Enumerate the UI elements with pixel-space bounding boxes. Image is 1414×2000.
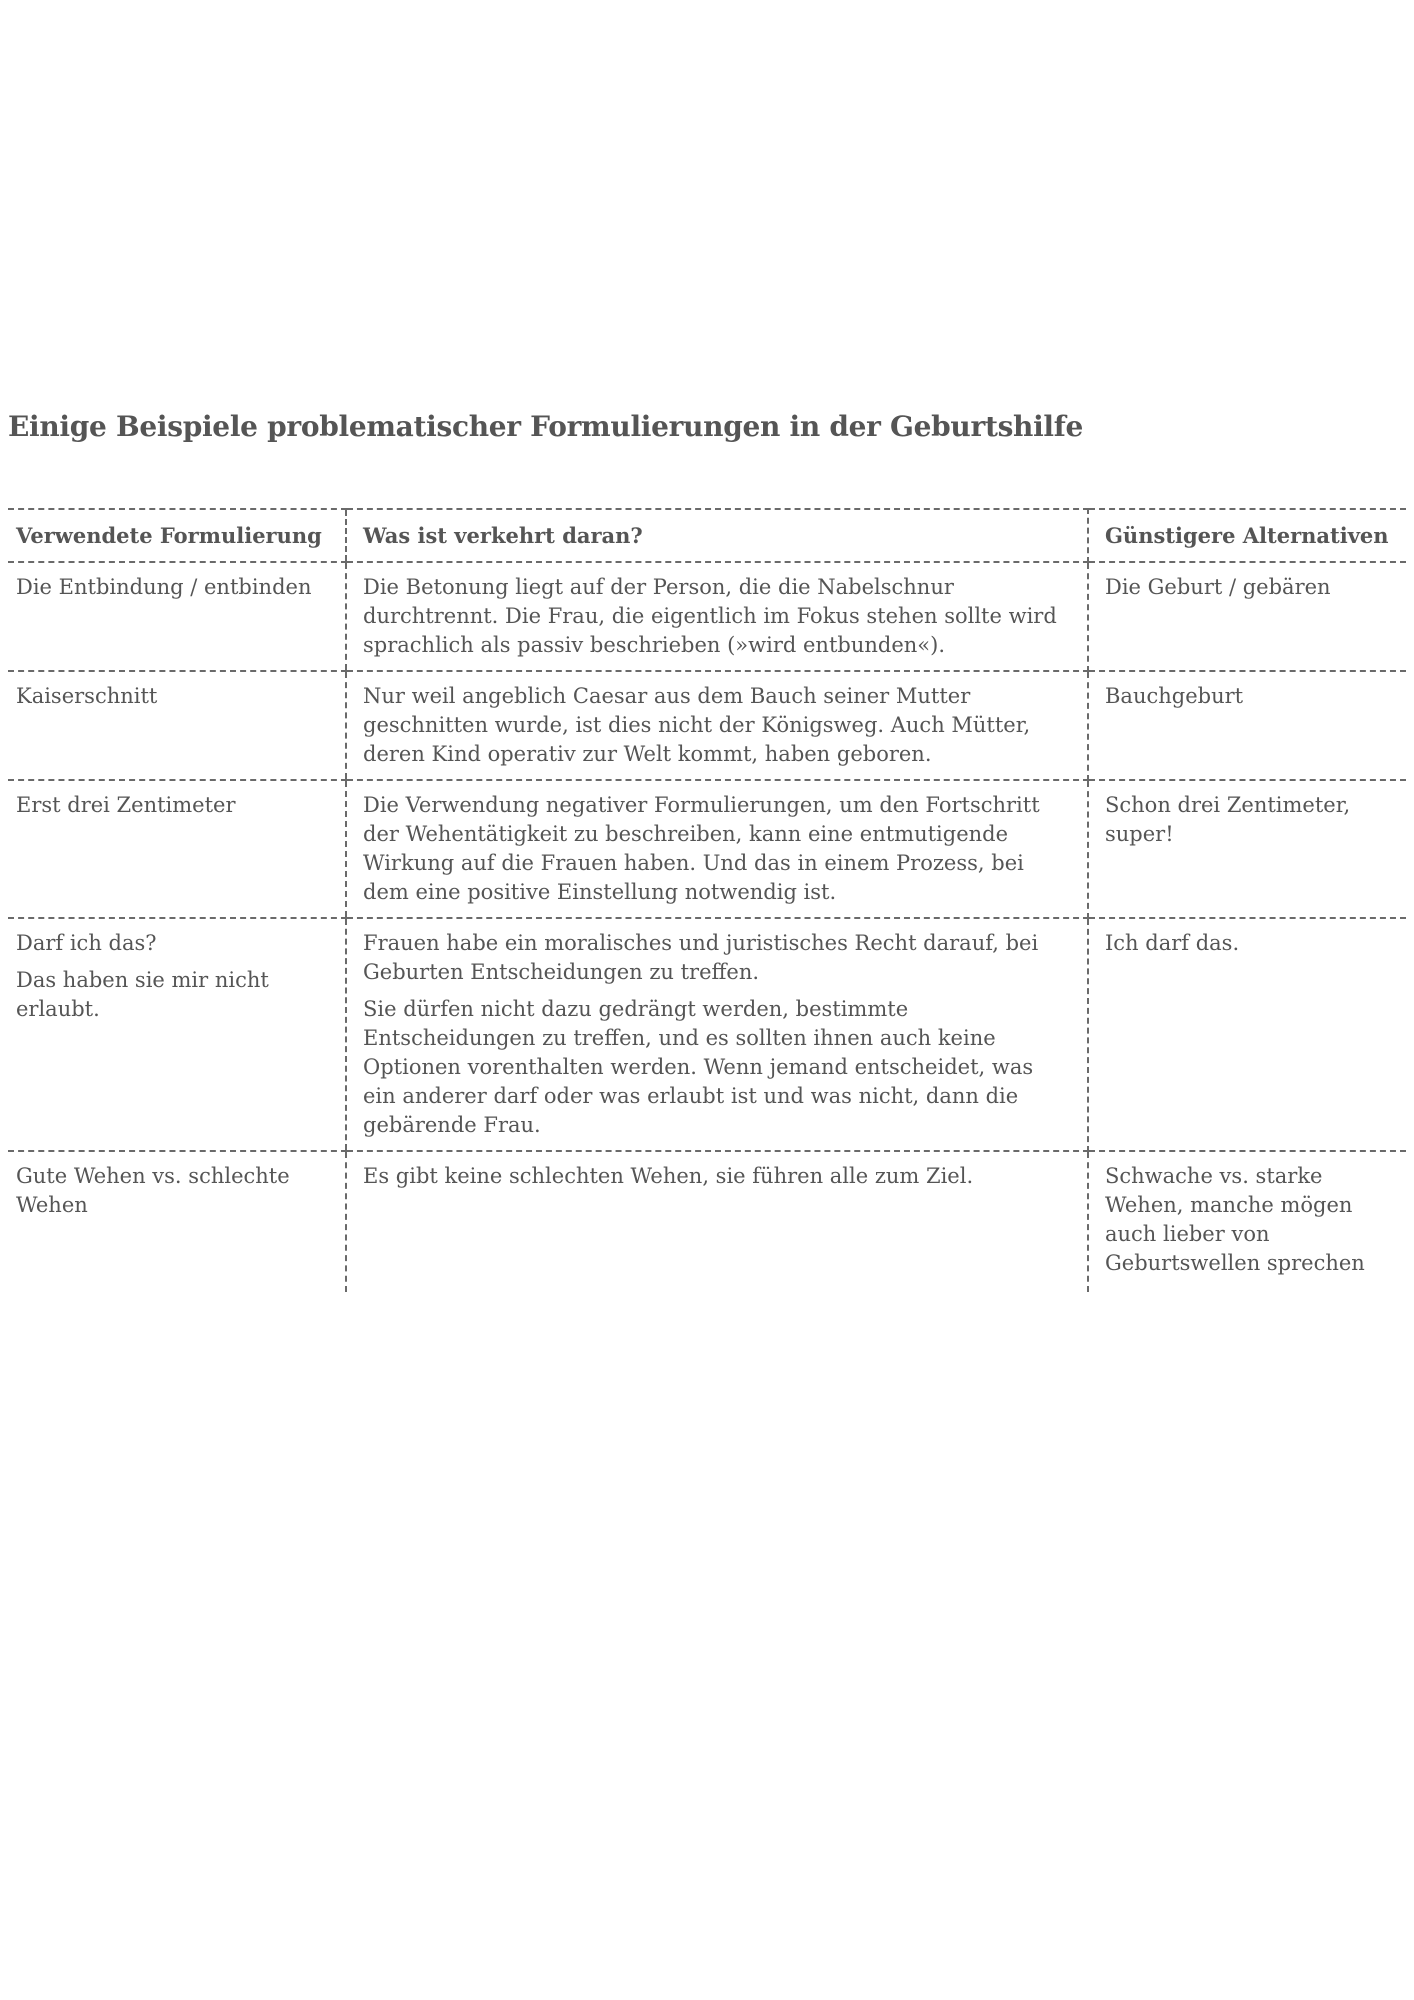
phrase-cell: [8, 918, 346, 1151]
problem-text: Frauen habe ein moralisches und juristisches Recht darauf, bei Geburten Entscheidungen zu treffen.: [363, 931, 1039, 984]
phrase-cell: [8, 562, 346, 671]
problem-text: Die Verwendung negativer Formulierungen, um den Fortschritt der Wehentätigkeit zu beschreiben, kann eine entmutigende Wirkung auf die Frauen haben. Und das in einem Prozess, bei dem eine positive Einstellung notwendig ist.: [363, 793, 1040, 904]
problem-cell: [346, 671, 1088, 780]
alternative-cell: Bauchgeburt: [1088, 671, 1406, 780]
problem-text: Nur weil angeblich Caesar aus dem Bauch seiner Mutter geschnitten wurde, ist dies nicht der Königsweg. Auch Mütter, deren Kind operativ zur Welt kommt, haben geboren.: [363, 684, 1031, 766]
table-row: [8, 780, 1406, 918]
header-alternative: Günstigere Alternativen: [1088, 509, 1406, 562]
table-row: [8, 671, 1406, 780]
header-problem: Was ist verkehrt daran?: [346, 509, 1088, 562]
problem-text: Die Betonung liegt auf der Person, die die Nabelschnur durchtrennt. Die Frau, die eigentlich im Fokus stehen sollte wird sprachlich als passiv beschrieben (»wird entbunden«).: [363, 575, 1057, 657]
phrase-cell: [8, 780, 346, 918]
phrase-text: Das haben sie mir nicht erlaubt.: [16, 968, 269, 1021]
table-row: [8, 918, 1406, 1151]
phrase-text: Die Entbindung / entbinden: [16, 575, 312, 599]
alternative-cell: Die Geburt / gebären: [1088, 562, 1406, 671]
phrase-text: Erst drei Zentimeter: [16, 793, 236, 817]
formulations-table: [8, 508, 1406, 1292]
alternative-cell: Schwache vs. starke Wehen, manche mögen auch lieber von Geburtswellen sprechen: [1105, 1164, 1365, 1275]
alternative-cell: Schon drei Zentimeter, super!: [1088, 780, 1406, 918]
phrase-text: Gute Wehen vs. schlechte Wehen: [16, 1164, 290, 1217]
phrase-cell: [8, 1151, 346, 1292]
table-row: [8, 562, 1406, 671]
problem-text: Es gibt keine schlechten Wehen, sie führen alle zum Ziel.: [363, 1164, 974, 1188]
problem-cell: [346, 562, 1088, 671]
phrase-cell: [8, 671, 346, 780]
alternative-cell: Ich darf das.: [1088, 918, 1406, 1151]
problem-text: Sie dürfen nicht dazu gedrängt werden, bestimmte Entscheidungen zu treffen, und es sollten ihnen auch keine Optionen vorenthalten werden. Wenn jemand entscheidet, was ein anderer darf oder was erlaubt ist und was nicht, dann die gebärende Frau.: [363, 997, 1034, 1137]
page-title: Einige Beispiele problematischer Formulierungen in der Geburtshilfe: [8, 410, 1084, 443]
header-phrase: Verwendete Formulierung: [8, 509, 346, 562]
table-header-row: [8, 509, 1406, 562]
table-row: [8, 1151, 1406, 1292]
problem-cell: [346, 780, 1088, 918]
problem-cell: [346, 1151, 1088, 1292]
phrase-text: Kaiserschnitt: [16, 684, 158, 708]
problem-cell: [346, 918, 1088, 1151]
phrase-text: Darf ich das?: [16, 931, 157, 955]
